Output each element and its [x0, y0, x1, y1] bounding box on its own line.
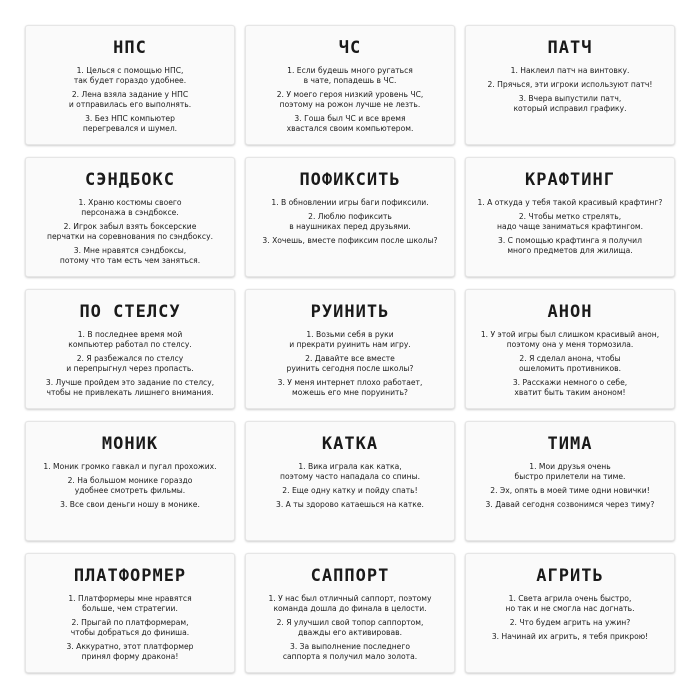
- card-example-1: 1. Моник громко гавкал и пугал прохожих.: [43, 462, 217, 471]
- word-card-ruin: [245, 289, 455, 409]
- card-example-2: 2. У моего героя низкий уровень ЧС, поэтому на рожон лучше не лезть.: [276, 90, 424, 109]
- card-example-3: 3. Мне нравятся сэндбоксы, потому что там есть чем заняться.: [59, 246, 201, 265]
- card-example-1: 1. Если будешь много ругаться в чате, попадешь в ЧС.: [287, 66, 413, 85]
- card-example-2: 2. На большом монике гораздо удобнее смотреть фильмы.: [67, 476, 193, 495]
- word-card-patch: [465, 25, 675, 145]
- card-example-2: 2. Я улучшил свой топор саппортом, дважды его активировав.: [276, 618, 424, 637]
- card-title: ТИМА: [547, 434, 593, 454]
- card-example-1: 1. Целься с помощью НПС, так будет гораздо удобнее.: [73, 66, 187, 85]
- card-example-2: 2. Давайте все вместе руинить сегодня после школы?: [286, 354, 414, 373]
- word-card-fix: [245, 157, 455, 277]
- card-example-2: 2. Чтобы метко стрелять, надо чаще заниматься крафтингом.: [497, 212, 643, 231]
- card-example-1: 1. Платформеры мне нравятся больше, чем стратегии.: [68, 594, 192, 613]
- word-card-monitor: [25, 421, 235, 541]
- card-example-2: 2. Я сделал анона, чтобы ошеломить противников.: [518, 354, 622, 373]
- word-card-match: [245, 421, 455, 541]
- card-title: АНОН: [547, 302, 593, 322]
- word-card-stealth: [25, 289, 235, 409]
- card-title: КАТКА: [321, 434, 379, 454]
- card-example-1: 1. У этой игры был слишком красивый анон, поэтому она у меня тормозила.: [480, 330, 660, 349]
- card-title: ПЛАТФОРМЕР: [73, 566, 187, 586]
- card-example-1: 1. В обновлении игры баги пофиксили.: [271, 198, 429, 207]
- word-card-crafting: [465, 157, 675, 277]
- card-title: МОНИК: [101, 434, 159, 454]
- card-example-2: 2. Еще одну катку и пойду спать!: [282, 486, 418, 495]
- card-example-3: 3. Аккуратно, этот платформер принял форму дракона!: [66, 642, 194, 661]
- card-example-1: 1. Храню костюмы своего персонажа в сэндбоксе.: [78, 198, 182, 217]
- card-example-3: 3. Без НПС компьютер перегревался и шумел.: [82, 114, 178, 133]
- card-example-2: 2. Прыгай по платформерам, чтобы добраться до финиша.: [70, 618, 190, 637]
- card-title: ЧС: [338, 38, 362, 58]
- card-example-1: 1. Мои друзья очень быстро прилетели на тиме.: [514, 462, 626, 481]
- card-example-1: 1. Вика играла как катка, поэтому часто нападала со спины.: [279, 462, 421, 481]
- card-title: ПО СТЕЛСУ: [79, 302, 181, 322]
- card-example-2: 2. Прячься, эти игроки используют патч!: [487, 80, 653, 89]
- card-title: ПАТЧ: [547, 38, 593, 58]
- card-grid: [25, 25, 675, 675]
- card-title: СЭНДБОКС: [85, 170, 175, 190]
- card-title: КРАФТИНГ: [525, 170, 615, 190]
- card-title: НПС: [113, 38, 147, 58]
- word-card-team: [465, 421, 675, 541]
- card-example-1: 1. В последнее время мой компьютер работал по стелсу.: [68, 330, 192, 349]
- word-card-sandbox: [25, 157, 235, 277]
- card-example-3: 3. Все свои деньги ношу в монике.: [60, 500, 200, 509]
- word-card-anon: [465, 289, 675, 409]
- card-example-3: 3. Хочешь, вместе пофиксим после школы?: [262, 236, 438, 245]
- card-example-3: 3. У меня интернет плохо работает, можешь его мне поруинить?: [277, 378, 423, 397]
- card-example-3: 3. Лучше пройдем это задание по стелсу, чтобы не привлекать лишнего внимания.: [45, 378, 215, 397]
- card-title: САППОРТ: [310, 566, 390, 586]
- card-example-3: 3. С помощью крафтинга я получил много предметов для жилища.: [498, 236, 642, 255]
- card-example-3: 3. Расскажи немного о себе, хватит быть таким аноном!: [512, 378, 628, 397]
- card-example-1: 1. Света агрила очень быстро, но так и не смогла нас догнать.: [505, 594, 635, 613]
- card-example-2: 2. Эх, опять в моей тиме одни новички!: [490, 486, 650, 495]
- word-card-support: [245, 553, 455, 673]
- card-example-2: 2. Что будем агрить на ужин?: [509, 618, 631, 627]
- card-example-2: 2. Лена взяла задание у НПС и отправилась его выполнять.: [68, 90, 192, 109]
- word-card-nps: [25, 25, 235, 145]
- card-title: ПОФИКСИТЬ: [299, 170, 401, 190]
- card-title: РУИНИТЬ: [310, 302, 390, 322]
- card-example-2: 2. Я разбежался по стелсу и перепрыгнул через пропасть.: [66, 354, 194, 373]
- card-example-1: 1. А откуда у тебя такой красивый крафтинг?: [477, 198, 663, 207]
- word-card-platformer: [25, 553, 235, 673]
- card-example-3: 3. Вчера выпустили патч, который исправил графику.: [513, 94, 627, 113]
- word-card-chs: [245, 25, 455, 145]
- word-card-aggro: [465, 553, 675, 673]
- card-example-3: 3. За выполнение последнего саппорта я получил мало золота.: [282, 642, 418, 661]
- card-title: АГРИТЬ: [536, 566, 604, 586]
- card-example-1: 1. У нас был отличный саппорт, поэтому команда дошла до финала в целости.: [268, 594, 432, 613]
- card-example-2: 2. Игрок забыл взять боксерские перчатки на соревнования по сэндбоксу.: [47, 222, 213, 241]
- card-example-3: 3. Начинай их агрить, я тебя прикрою!: [491, 632, 649, 641]
- card-example-3: 3. Гоша был ЧС и все время хвастался своим компьютером.: [286, 114, 414, 133]
- card-example-3: 3. Давай сегодня созвонимся через тиму?: [485, 500, 655, 509]
- card-example-2: 2. Люблю пофиксить в наушниках перед друзьями.: [289, 212, 411, 231]
- card-example-3: 3. А ты здорово катаешься на катке.: [276, 500, 424, 509]
- card-example-1: 1. Наклеил патч на винтовку.: [510, 66, 630, 75]
- card-example-1: 1. Возьми себя в руки и прекрати руинить нам игру.: [289, 330, 411, 349]
